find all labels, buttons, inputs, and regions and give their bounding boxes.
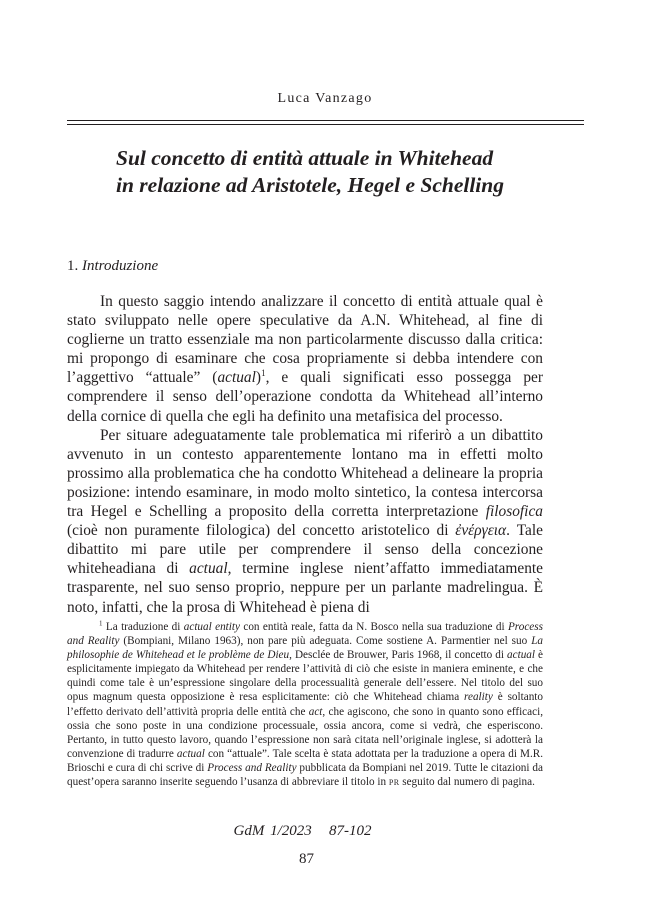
section-heading (67, 257, 158, 275)
footnote-italic: actual (176, 747, 205, 760)
footnote-text: pubblicata da Bompiani nel 2019. Tutte le citazioni da quest’opera saranno inserite seguendo l’usanza di abbreviare il titolo in (67, 761, 543, 789)
journal-pages: 87-102 (329, 823, 372, 839)
running-header-author: Luca Vanzago (277, 91, 373, 106)
footnote-text: è esplicitamente impiegato da Whitehead per rendere l’attività di ciò che esiste in maniera eminente, e che quindi come tale è un’espressione singolare della processualità generale dell’essere. Nel titolo del suo opus magnum questa opposizione è resa esplicitamente: ciò che Whitehead chiama (67, 649, 543, 704)
paragraph-1-text-end: , e quali significati esso possegga per comprendere il senso dell’operazione condotta da Whitehead all’interno della cornice di quella che egli ha definito una metafisica del processo. (67, 369, 543, 425)
term-actual: actual (217, 369, 256, 387)
paragraph-2-text-4: , termine inglese nient’affatto immediatamente trasparente, nel suo senso proprio, neppure per un parlante madrelingua. È noto, infatti, che la prosa di Whitehead è piena di (67, 560, 543, 616)
paragraph-1 (67, 292, 543, 426)
footnote-text: , Desclée de Brouwer, Paris 1968, il concetto di (289, 649, 508, 662)
footnote-italic: actual (507, 649, 535, 662)
footnote-text: (Bompiani, Milano 1963), non pare più adeguata. Come sostiene A. Parmentier nel suo (119, 635, 532, 648)
footnote-text: , che agiscono, che sono in quanto sono efficaci, ossia che sono poste in una condizione processuale, ossia ancora, come si vedrà, che esperiscono. Pertanto, in tutto questo lavoro, quando l’espressione non sarà citata nell’originale inglese, si adotterà la convenzione di tradurre (67, 705, 543, 760)
journal-reference (0, 823, 605, 840)
footnote-ref-1[interactable]: 1 (261, 368, 266, 379)
header-rule-bottom (67, 124, 584, 125)
article-title (116, 145, 576, 199)
paragraph-2-text-1: Per situare adeguatamente tale problematica mi riferirò a un dibattito avvenuto in un contesto apparentemente lontano ma in effetti molto prossimo alla problematica che ha condotto Whitehead a delineare la propria posizione: intendo esaminare, in modo molto sintetico, la contesa intercorsa tra Hegel e Schelling a proposito della corretta interpretazione (67, 426, 543, 521)
footnote-italic: Process and Reality (67, 621, 543, 648)
footnote-italic: reality (464, 691, 493, 704)
emphasis-filosofica: filosofica (485, 503, 543, 521)
footnote-text: con “attuale”. Tale scelta è stata adottata per la traduzione a opera di M.R. Brioschi e cura di chi scrive di (67, 747, 544, 774)
footnote-italic: La philosophie de Whitehead et le problème de Dieu (67, 635, 544, 662)
paragraph-2-text-2: (cioè non puramente filologica) del concetto aristotelico di (67, 522, 456, 540)
footnote-italic: actual entity (183, 621, 240, 633)
journal-issue: GdM 1/2023 (233, 823, 312, 839)
article-title-line-2: in relazione ad Aristotele, Hegel e Schelling (116, 173, 504, 197)
article-title-line-1: Sul concetto di entità attuale in Whitehead (116, 146, 494, 170)
footnote-number: 1 (99, 619, 103, 628)
footnote-text: seguito dal numero di pagina. (399, 776, 535, 789)
emphasis-actual: actual (189, 560, 228, 578)
paragraph-2 (67, 426, 543, 617)
footnote-abbreviation: PR (388, 778, 400, 788)
section-title: Introduzione (82, 258, 159, 274)
paragraph-2-text-3: . Tale dibattito mi pare utile per comprendere il senso della concezione whiteheadiana di (67, 522, 543, 578)
paren-close: ) (255, 369, 262, 387)
section-number: 1. (67, 258, 79, 274)
footnote-text: La traduzione di (102, 621, 184, 633)
body-text (67, 292, 543, 617)
footnote-text: è soltanto l’effetto derivato dell’attività propria delle entità che (67, 691, 543, 718)
header-rule-top (67, 120, 584, 121)
page-number: 87 (299, 851, 314, 867)
footnote-text: con entità reale, fatta da N. Bosco nella sua traduzione di (239, 621, 508, 633)
paragraph-1-text: In questo saggio intendo analizzare il concetto di entità attuale qual è stato sviluppato nelle opere speculative da A.N. Whitehead, al fine di coglierne un tratto essenziale ma non particolarmente discusso dalla critica: mi propongo di esaminare che cosa propriamente si debba intendere con l’aggettivo “attuale” ( (67, 293, 543, 387)
footnote-1 (67, 620, 543, 790)
footnote-italic: act (308, 705, 323, 718)
footnote-italic: Process and Reality (207, 761, 297, 774)
greek-term: ἐνέργεια (455, 522, 507, 540)
